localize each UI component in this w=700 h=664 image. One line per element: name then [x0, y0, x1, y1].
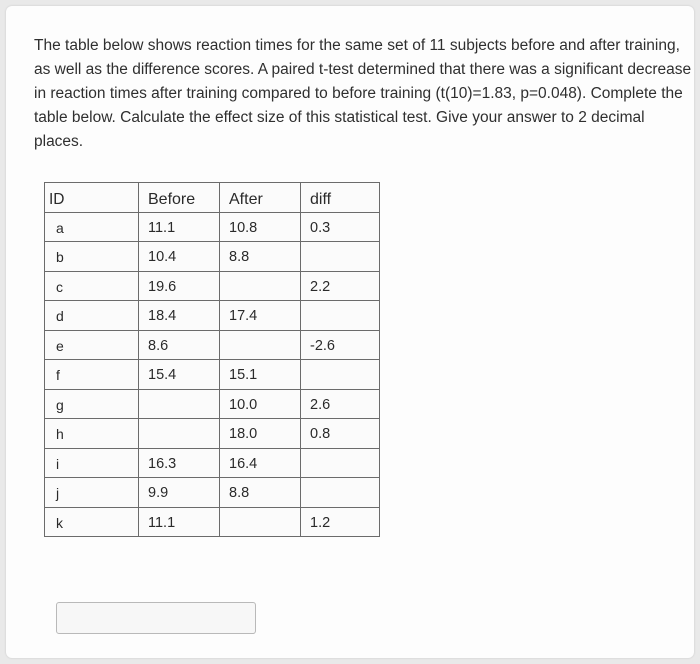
data-table: [44, 182, 380, 537]
diff-cell: [301, 360, 380, 390]
id-cell: k: [45, 507, 139, 537]
before-cell: 11.1: [139, 507, 220, 537]
after-cell: 17.4: [220, 301, 301, 331]
before-cell: 8.6: [139, 330, 220, 360]
id-cell: a: [45, 212, 139, 242]
table-row: [45, 507, 380, 537]
after-cell: 15.1: [220, 360, 301, 390]
after-cell: 16.4: [220, 448, 301, 478]
diff-cell: 2.6: [301, 389, 380, 419]
header-cell-id: ID: [45, 183, 139, 213]
table-row: [45, 360, 380, 390]
table-row: [45, 330, 380, 360]
diff-cell: 0.8: [301, 419, 380, 449]
id-cell: e: [45, 330, 139, 360]
diff-cell: 0.3: [301, 212, 380, 242]
id-cell: c: [45, 271, 139, 301]
diff-cell: [301, 478, 380, 508]
diff-cell: [301, 242, 380, 272]
after-cell: [220, 507, 301, 537]
before-cell: 9.9: [139, 478, 220, 508]
id-cell: j: [45, 478, 139, 508]
table-row: [45, 271, 380, 301]
id-cell: b: [45, 242, 139, 272]
after-cell: [220, 330, 301, 360]
header-cell-before: Before: [139, 183, 220, 213]
header-cell-diff: diff: [301, 183, 380, 213]
diff-cell: [301, 301, 380, 331]
table-row: [45, 212, 380, 242]
table-row: [45, 448, 380, 478]
header-cell-after: After: [220, 183, 301, 213]
table-row: [45, 301, 380, 331]
before-cell: [139, 389, 220, 419]
id-cell: f: [45, 360, 139, 390]
after-cell: 8.8: [220, 242, 301, 272]
after-cell: [220, 271, 301, 301]
id-cell: g: [45, 389, 139, 419]
after-cell: 18.0: [220, 419, 301, 449]
diff-cell: 1.2: [301, 507, 380, 537]
before-cell: 19.6: [139, 271, 220, 301]
before-cell: 11.1: [139, 212, 220, 242]
before-cell: [139, 419, 220, 449]
table-row: [45, 242, 380, 272]
after-cell: 10.8: [220, 212, 301, 242]
before-cell: 18.4: [139, 301, 220, 331]
diff-cell: -2.6: [301, 330, 380, 360]
table-row: [45, 478, 380, 508]
question-card: [6, 6, 694, 658]
table-header-row: [45, 183, 380, 213]
question-text: The table below shows reaction times for the same set of 11 subjects before and after training, as well as the difference scores. A paired t-test determined that there was a significant decrease in reaction times after training compared to before training (t(10)=1.83, p=0.048). Complete the table below. Calculate the effect size of this statistical test. Give your answer to 2 decimal places.: [34, 37, 692, 150]
before-cell: 15.4: [139, 360, 220, 390]
after-cell: 10.0: [220, 389, 301, 419]
id-cell: i: [45, 448, 139, 478]
before-cell: 16.3: [139, 448, 220, 478]
before-cell: 10.4: [139, 242, 220, 272]
answer-input[interactable]: [56, 602, 256, 634]
table-row: [45, 389, 380, 419]
id-cell: h: [45, 419, 139, 449]
diff-cell: 2.2: [301, 271, 380, 301]
table-row: [45, 419, 380, 449]
id-cell: d: [45, 301, 139, 331]
after-cell: 8.8: [220, 478, 301, 508]
diff-cell: [301, 448, 380, 478]
